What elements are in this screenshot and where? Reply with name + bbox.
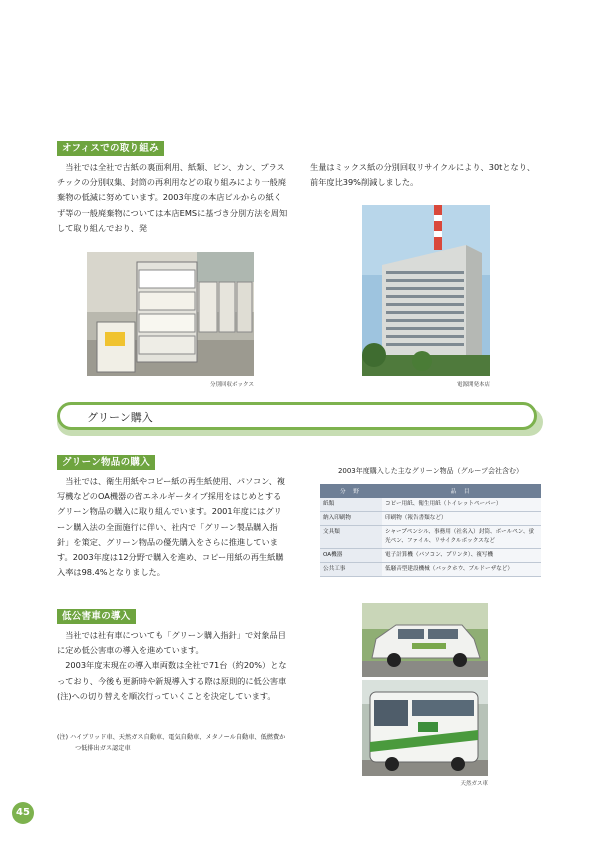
page-number: 45	[12, 802, 34, 824]
banner-title: グリーン購入	[87, 411, 153, 424]
table-cell-category: 公共工事	[320, 563, 382, 577]
low-pollution-note: (注) ハイブリッド車、天然ガス自動車、電気自動車、メタノール自動車、低燃費かつ低排出ガス認定車	[57, 734, 286, 752]
green-purchase-banner	[57, 402, 537, 430]
recycling-boxes-photo	[87, 252, 254, 376]
table-header-category: 分 野	[320, 484, 382, 498]
natural-gas-bus-photo	[362, 680, 488, 776]
table-cell-items: 低騒音型建設機械（バックホウ、ブルドーザなど）	[382, 563, 541, 577]
table-cell-category: 文具類	[320, 526, 382, 549]
table-row	[320, 563, 541, 577]
table-cell-category: 紙類	[320, 498, 382, 512]
table-header-items: 品 目	[382, 484, 541, 498]
table-row	[320, 498, 541, 512]
table-row	[320, 549, 541, 563]
low-pollution-text: 当社では社有車についても「グリーン購入指針」で対象品目に定め低公害車の導入を進めています。 2003年度末現在の導入車両数は全社で71台（約20%）となっており、今後も更新時や新規導入する際は原則的に低公害車(注)への切り替えを順次行っていくことを決定しています。	[57, 630, 287, 701]
photo1-caption: 分別回収ボックス	[210, 382, 254, 388]
low-pollution-heading: 低公害車の導入	[57, 609, 136, 624]
table-cell-category: 納入印刷物	[320, 512, 382, 526]
table-cell-items: 印刷物（報告書類など）	[382, 512, 541, 526]
green-goods-text: 当社では、衛生用紙やコピー紙の再生紙使用、パソコン、複写機などのOA機器の省エネルギータイプ採用をはじめとするグリーン物品の購入に取り組んでいます。2001年度にはグリーン購入法の全面施行に伴い、社内で「グリーン製品購入指針」を策定、グリーン物品の優先購入をさらに推進しています。2003年度は12分野で購入を進め、コピー用紙の再生紙購入率は98.4%となりました。	[57, 476, 286, 578]
office-text-right: 生量はミックス紙の分別回収リサイクルにより、30tとなり、前年度比39%削減しました。	[310, 162, 536, 188]
table-title: 2003年度購入した主なグリーン物品（グループ会社含む）	[337, 467, 524, 475]
office-heading: オフィスでの取り組み	[57, 141, 164, 156]
table-cell-items: コピー用紙、衛生用紙（トイレットペーパー）	[382, 498, 541, 512]
natural-gas-car-photo	[362, 603, 488, 677]
table-row	[320, 512, 541, 526]
green-goods-heading: グリーン物品の購入	[57, 455, 155, 470]
table-cell-items: 電子計算機（パソコン、プリンタ）、複写機	[382, 549, 541, 563]
headquarters-building-photo	[362, 205, 490, 376]
bus-photo-caption: 天然ガス車	[460, 781, 488, 787]
table-cell-category: OA機器	[320, 549, 382, 563]
table-row	[320, 526, 541, 549]
office-text-left: 当社では全社で古紙の裏面利用、紙類、ビン、カン、プラスチックの分別収集、封筒の再利用などの取り組みにより一般廃棄物の低減に努めています。2003年度の本店ビルからの紙くず等の一般廃棄物については本店EMSに基づき分別方法を周知して取り組んでおり、発	[57, 162, 288, 233]
table-cell-items: シャープペンシル、事務用（社名入）封筒、ボールペン、蛍光ペン、ファイル、リサイクルボックスなど	[382, 526, 541, 549]
photo2-caption: 電源開発本店	[456, 382, 490, 388]
green-goods-table	[320, 484, 541, 577]
